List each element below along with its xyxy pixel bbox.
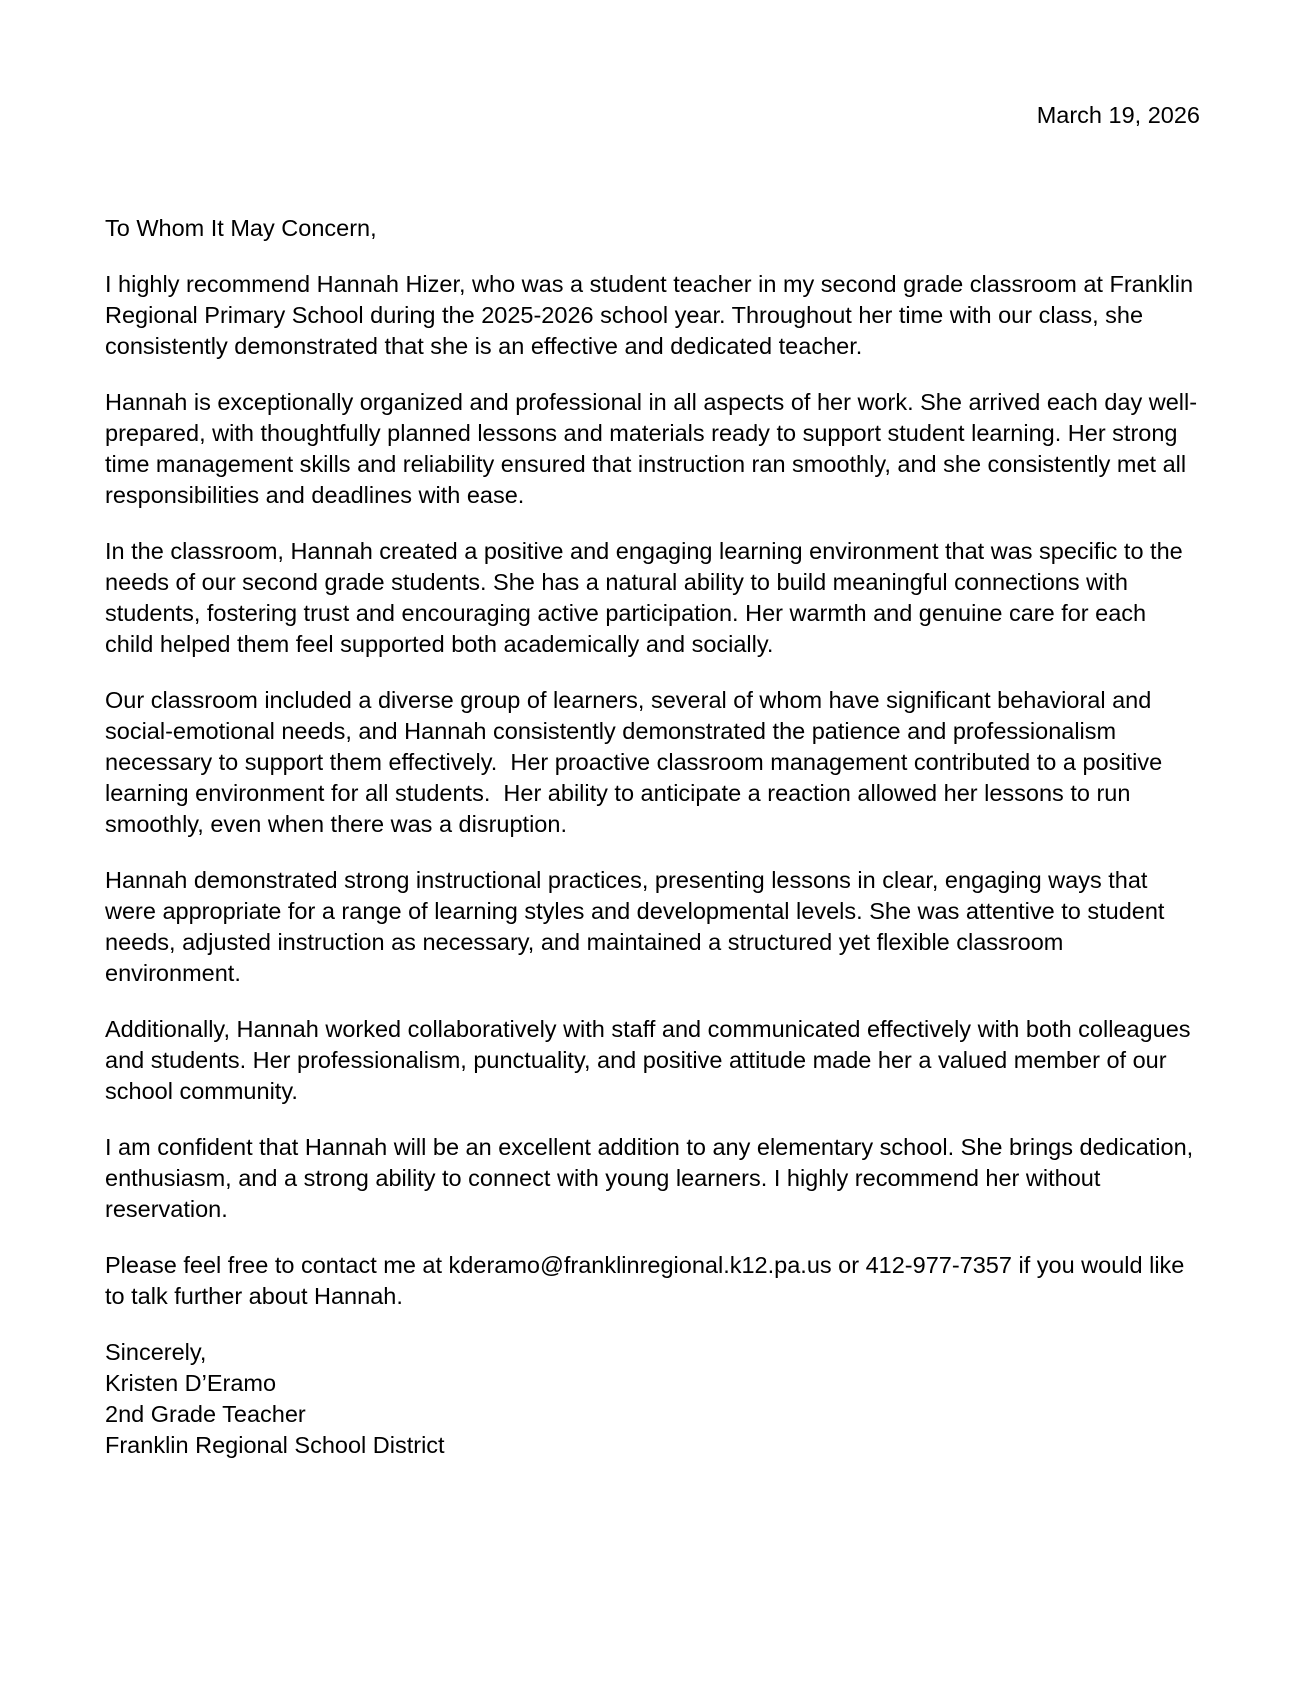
closing-phrase: Sincerely, [105, 1339, 207, 1365]
body-paragraph-classroom-environment: In the classroom, Hannah created a positive and engaging learning environment that was specific to the needs of our second grade students. She has a natural ability to build meaningful connections with students, fostering trust and encouraging active participation. Her warmth and genuine care for each child helped them feel supported both academically and socially. [105, 538, 1190, 657]
signer-organization: Franklin Regional School District [105, 1432, 445, 1458]
body-paragraph-organization: Hannah is exceptionally organized and professional in all aspects of her work. She arrived each day well-prepared, with thoughtfully planned lessons and materials ready to support student learning. Her strong time management skills and reliability ensured that instruction ran smoothly, and she consistently met all responsibilities and deadlines with ease. [105, 389, 1198, 508]
body-paragraph-instruction: Hannah demonstrated strong instructional practices, presenting lessons in clear, engaging ways that were appropriate for a range of learning styles and developmental levels. She was attentive to student needs, adjusted instruction as necessary, and maintained a structured yet flexible classroom environment. [105, 867, 1171, 986]
salutation: To Whom It May Concern, [105, 215, 377, 241]
body-paragraph-contact: Please feel free to contact me at kderamo@franklinregional.k12.pa.us or 412-977-7357 if you would like to talk further about Hannah. [105, 1252, 1191, 1309]
body-paragraph-recommendation: I am confident that Hannah will be an excellent addition to any elementary school. She brings dedication, enthusiasm, and a strong ability to connect with young learners. I highly recommend her without reservation. [105, 1134, 1200, 1222]
body-paragraph-collaboration: Additionally, Hannah worked collaboratively with staff and communicated effectively with both colleagues and students. Her professionalism, punctuality, and positive attitude made her a valued member of our school community. [105, 1016, 1198, 1104]
recommendation-letter [105, 100, 1200, 1461]
body-paragraph-diverse-learners: Our classroom included a diverse group of learners, several of whom have significant behavioral and social-emotional needs, and Hannah consistently demonstrated the patience and professionalism necessary to support them effectively. Her proactive classroom management contributed to a positive learning environment for all students. Her ability to anticipate a reaction allowed her lessons to run smoothly, even when there was a disruption. [105, 687, 1169, 837]
signer-name: Kristen D’Eramo [105, 1370, 277, 1396]
signer-title: 2nd Grade Teacher [105, 1401, 306, 1427]
body-paragraph-introduction: I highly recommend Hannah Hizer, who was a student teacher in my second grade classroom at Franklin Regional Primary School during the 2025-2026 school year. Throughout her time with our class, she consistently demonstrated that she is an effective and dedicated teacher. [105, 271, 1200, 359]
signature-block [105, 1337, 1200, 1461]
letter-date: March 19, 2026 [1036, 102, 1200, 128]
